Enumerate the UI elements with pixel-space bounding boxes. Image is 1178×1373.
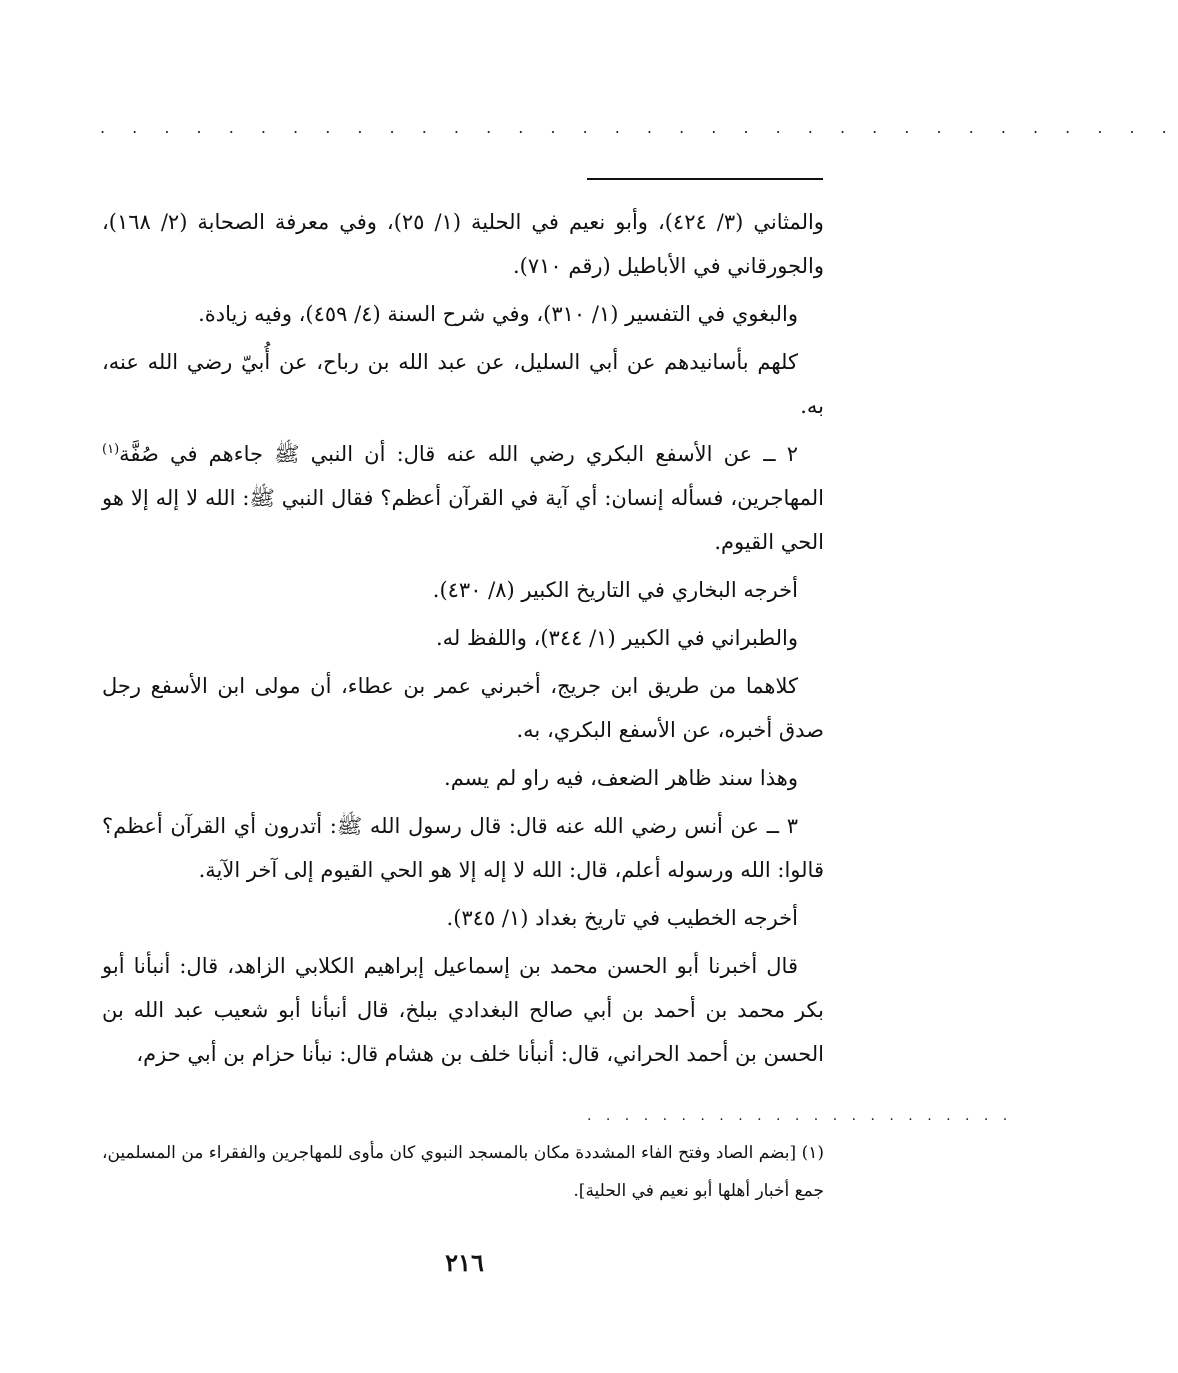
footnote: (١) [بضم الصاد وفتح الفاء المشددة مكان بالمسجد النبوي كان مأوى للمهاجرين والفقراء من المسلمين، جمع أخبار أهلها أبو نعيم في الحلية].	[102, 1143, 824, 1201]
paragraph-8: وهذا سند ظاهر الضعف، فيه راو لم يسم.	[444, 766, 798, 790]
hadith-2-text-rest: المهاجرين، فسأله إنسان: أي آية في القرآن أعظم؟ فقال النبي ﷺ: الله لا إله إلا هو الحي القيوم.	[102, 486, 824, 554]
main-text	[102, 200, 824, 1080]
paragraph-hadith-2	[102, 432, 824, 564]
paragraph-5: أخرجه البخاري في التاريخ الكبير (٨/ ٤٣٠).	[432, 578, 798, 602]
header-rule	[587, 178, 823, 180]
paragraph-11: قال أخبرنا أبو الحسن محمد بن إسماعيل إبراهيم الكلابي الزاهد، قال: أنبأنا أبو بكر محمد بن أحمد بن أبي صالح البغدادي ببلخ، قال أنبأنا أبو شعيب عبد الله بن الحسن بن أحمد الحراني، قال: أنبأنا خلف بن هشام قال: نبأنا حزام بن أبي حزم،	[102, 954, 824, 1066]
paragraph-10: أخرجه الخطيب في تاريخ بغداد (١/ ٣٤٥).	[446, 906, 798, 930]
paragraph-6: والطبراني في الكبير (١/ ٣٤٤)، واللفظ له.	[436, 626, 798, 650]
paragraph-2: والبغوي في التفسير (١/ ٣١٠)، وفي شرح السنة (٤/ ٤٥٩)، وفيه زيادة.	[198, 302, 798, 326]
paragraph-7: كلاهما من طريق ابن جريج، أخبرني عمر بن عطاء، أن مولى ابن الأسفع رجل صدق أخبره، عن الأسفع البكري، به.	[102, 674, 824, 742]
hadith-2-text: ٢ ــ عن الأسفع البكري رضي الله عنه قال: أن النبي ﷺ جاءهم في صُفَّة	[119, 442, 798, 466]
paragraph-3: كلهم بأسانيدهم عن أبي السليل، عن عبد الله بن رباح، عن أُبيّ رضي الله عنه، به.	[102, 350, 824, 418]
footnote-separator: . . . . . . . . . . . . . . . . . . . . . . .	[587, 1108, 1013, 1124]
page-number: ٢١٦	[445, 1248, 484, 1277]
paragraph-1: والمثاني (٣/ ٤٢٤)، وأبو نعيم في الحلية (١/ ٢٥)، وفي معرفة الصحابة (٢/ ١٦٨)، والجورقاني في الأباطيل (رقم ٧١٠).	[102, 210, 824, 278]
header-dotted-line: . . . . . . . . . . . . . . . . . . . . . . . . . . . . . . . . . .	[100, 118, 1178, 137]
paragraph-hadith-3: ٣ ــ عن أنس رضي الله عنه قال: قال رسول الله ﷺ: أتدرون أي القرآن أعظم؟ قالوا: الله ورسوله أعلم، قال: الله لا إله إلا هو الحي القيوم إلى آخر الآية.	[102, 814, 824, 882]
footnote-reference: (١)	[102, 442, 120, 457]
